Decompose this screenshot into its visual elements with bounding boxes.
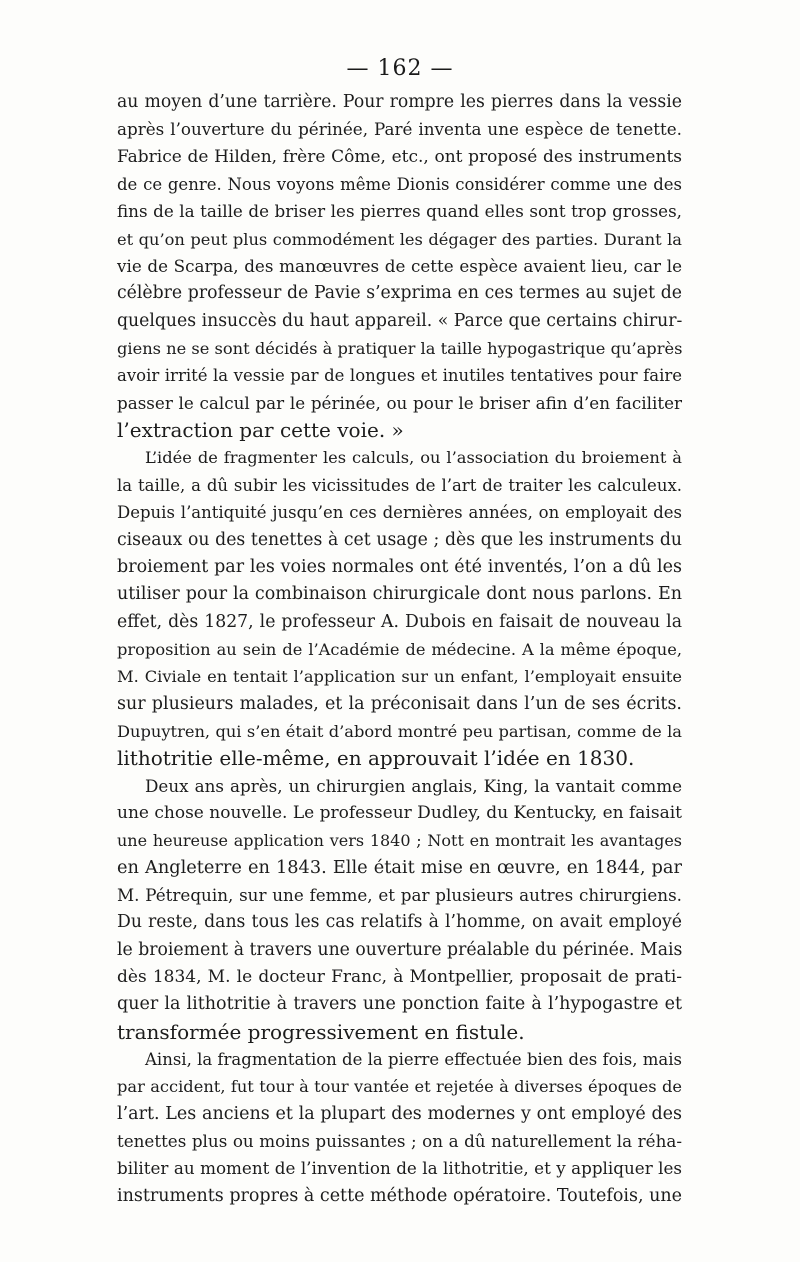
text-line: ciseaux ou des tenettes à cet usage ; dès que les instruments du (117, 529, 682, 550)
text-line: une chose nouvelle. Le professeur Dudley, du Kentucky, en faisait (117, 802, 682, 823)
text-line: instruments propres à cette méthode opératoire. Toutefois, une (117, 1185, 682, 1206)
text-line: Du reste, dans tous les cas relatifs à l’homme, on avait employé (117, 912, 682, 933)
text-line: avoir irrité la vessie par de longues et inutiles tentatives pour faire (117, 366, 682, 386)
text-line: tenettes plus ou moins puissantes ; on a dû naturellement la réha- (117, 1131, 682, 1152)
text-line: le broiement à travers une ouverture préalable du périnée. Mais (117, 939, 683, 960)
page-number: — 162 — (346, 56, 454, 81)
text-line: M. Civiale en tentait l’application sur un enfant, l’employait ensuite (117, 667, 682, 687)
text-line: par accident, fut tour à tour vantée et rejetée à diverses époques de (117, 1077, 682, 1097)
text-line: Dupuytren, qui s’en était d’abord montré peu partisan, comme de la (117, 721, 682, 741)
text-line: passer le calcul par le périnée, ou pour le briser afin d’en faciliter (117, 392, 682, 413)
text-line: L’idée de fragmenter les calculs, ou l’association du broiement à (145, 448, 682, 468)
text-line: quer la lithotritie à travers une ponction faite à l’hypogastre et (117, 994, 682, 1015)
text-line: effet, dès 1827, le professeur A. Dubois en faisait de nouveau la (117, 611, 682, 632)
text-line: utiliser pour la combinaison chirurgicale dont nous parlons. En (117, 584, 682, 605)
text-line: Deux ans après, un chirurgien anglais, King, la vantait comme (145, 775, 682, 796)
text-line: la taille, a dû subir les vicissitudes de l’art de traiter les calculeux. (117, 475, 682, 495)
text-line: célèbre professeur de Pavie s’exprima en ces termes au sujet de (117, 283, 682, 304)
text-line: fins de la taille de briser les pierres quand elles sont trop grosses, (117, 201, 682, 222)
text-line: Ainsi, la fragmentation de la pierre effectuée bien des fois, mais (145, 1050, 682, 1070)
text-line: quelques insuccès du haut appareil. « Parce que certains chirur- (117, 310, 683, 331)
text-line: sur plusieurs malades, et la préconisait dans l’un de ses écrits. (117, 693, 682, 714)
text-line: dès 1834, M. le docteur Franc, à Montpellier, proposait de prati- (117, 967, 682, 987)
text-line: giens ne se sont décidés à pratiquer la taille hypogastrique qu’après (117, 339, 683, 359)
text-line: une heureuse application vers 1840 ; Nott en montrait les avantages (117, 831, 682, 851)
text-line: vie de Scarpa, des manœuvres de cette espèce avaient lieu, car le (117, 256, 682, 277)
text-line: lithotritie elle-même, en approuvait l’idée en 1830. (117, 746, 635, 771)
text-line: transformée progressivement en fistule. (117, 1019, 525, 1044)
text-line: après l’ouverture du périnée, Paré inventa une espèce de tenette. (117, 119, 682, 140)
text-line: l’extraction par cette voie. » (117, 418, 404, 443)
text-line: de ce genre. Nous voyons même Dionis considérer comme une des (117, 175, 682, 195)
text-line: Depuis l’antiquité jusqu’en ces dernières années, on employait des (117, 503, 682, 523)
text-line: proposition au sein de l’Académie de médecine. A la même époque, (117, 639, 682, 659)
text-line: broiement par les voies normales ont été inventés, l’on a dû les (117, 556, 682, 577)
text-line: au moyen d’une tarrière. Pour rompre les pierres dans la vessie (117, 92, 682, 112)
text-line: biliter au moment de l’invention de la lithotritie, et y appliquer les (117, 1158, 682, 1179)
text-line: Fabrice de Hilden, frère Côme, etc., ont proposé des instruments (117, 146, 682, 167)
text-line: en Angleterre en 1843. Elle était mise en œuvre, en 1844, par (117, 857, 682, 878)
text-line: l’art. Les anciens et la plupart des modernes y ont employé des (117, 1103, 682, 1124)
text-line: M. Pétrequin, sur une femme, et par plusieurs autres chirurgiens. (117, 884, 682, 905)
body-text (117, 89, 682, 1210)
text-line: et qu’on peut plus commodément les dégager des parties. Durant la (117, 229, 682, 249)
